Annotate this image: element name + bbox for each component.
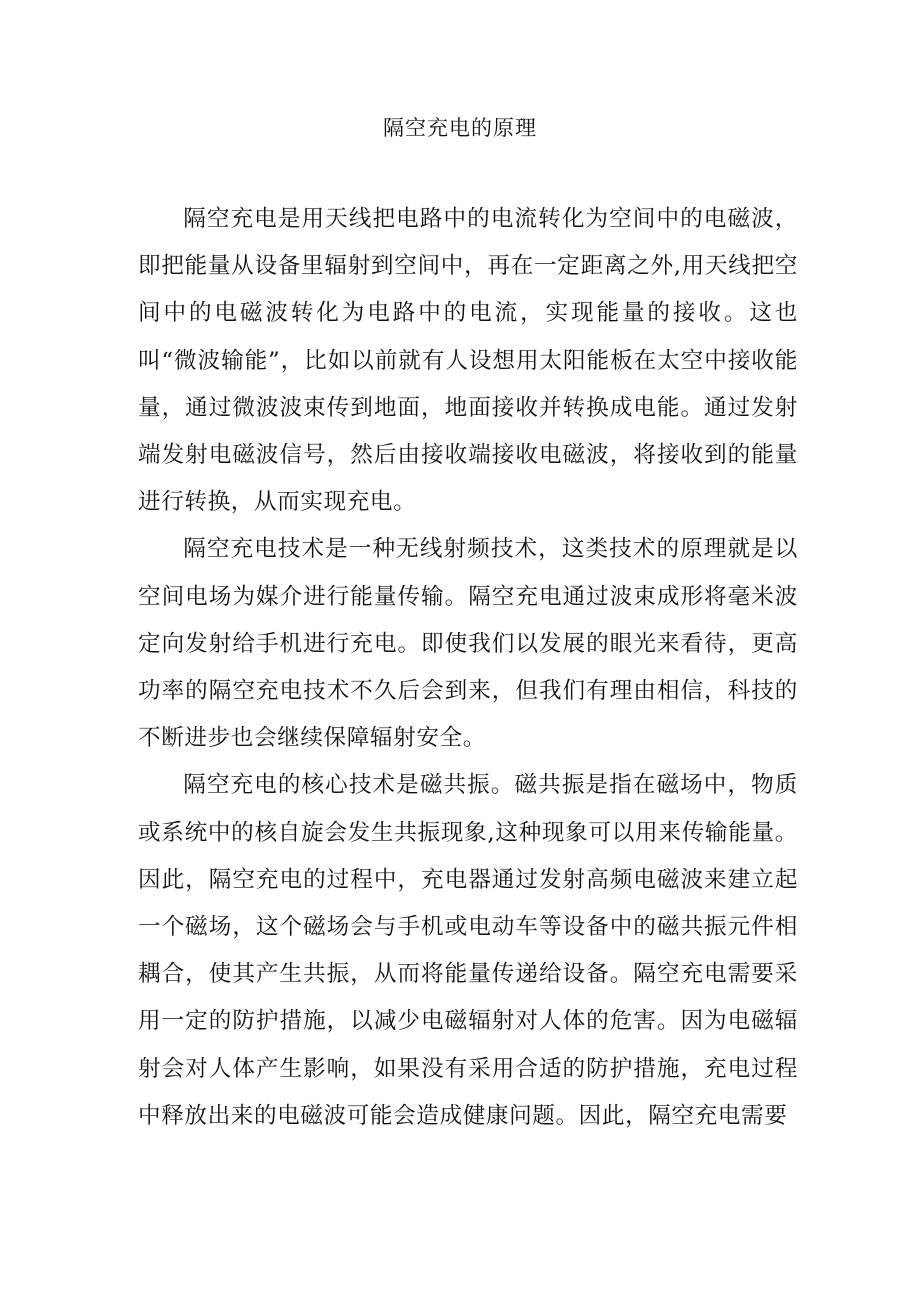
- document-body: [138, 196, 798, 1140]
- document-title: 隔空充电的原理: [383, 116, 537, 140]
- paragraph-principle: 隔空充电是用天线把电路中的电流转化为空间中的电磁波，即把能量从设备里辐射到空间中，再在一定距离之外,用天线把空间中的电磁波转化为电路中的电流，实现能量的接收。这也叫“微波输能”，比如以前就有人设想用太阳能板在太空中接收能量，通过微波波束传到地面，地面接收并转换成电能。通过发射端发射电磁波信号，然后由接收端接收电磁波，将接收到的能量进行转换，从而实现充电。: [138, 206, 798, 516]
- paragraph-magnetic-resonance: 隔空充电的核心技术是磁共振。磁共振是指在磁场中，物质或系统中的核自旋会发生共振现象,这种现象可以用来传输能量。因此，隔空充电的过程中，充电器通过发射高频电磁波来建立起一个磁场，这个磁场会与手机或电动车等设备中的磁共振元件相耦合，使其产生共振，从而将能量传递给设备。隔空充电需要采用一定的防护措施，以减少电磁辐射对人体的危害。因为电磁辐射会对人体产生影响，如果没有采用合适的防护措施，充电过程中释放出来的电磁波可能会造成健康问题。因此，隔空充电需要: [138, 772, 798, 1129]
- paragraph-rf-technology: 隔空充电技术是一种无线射频技术，这类技术的原理就是以空间电场为媒介进行能量传输。隔空充电通过波束成形将毫米波定向发射给手机进行充电。即使我们以发展的眼光来看待，更高功率的隔空充电技术不久后会到来，但我们有理由相信，科技的不断进步也会继续保障辐射安全。: [138, 536, 798, 752]
